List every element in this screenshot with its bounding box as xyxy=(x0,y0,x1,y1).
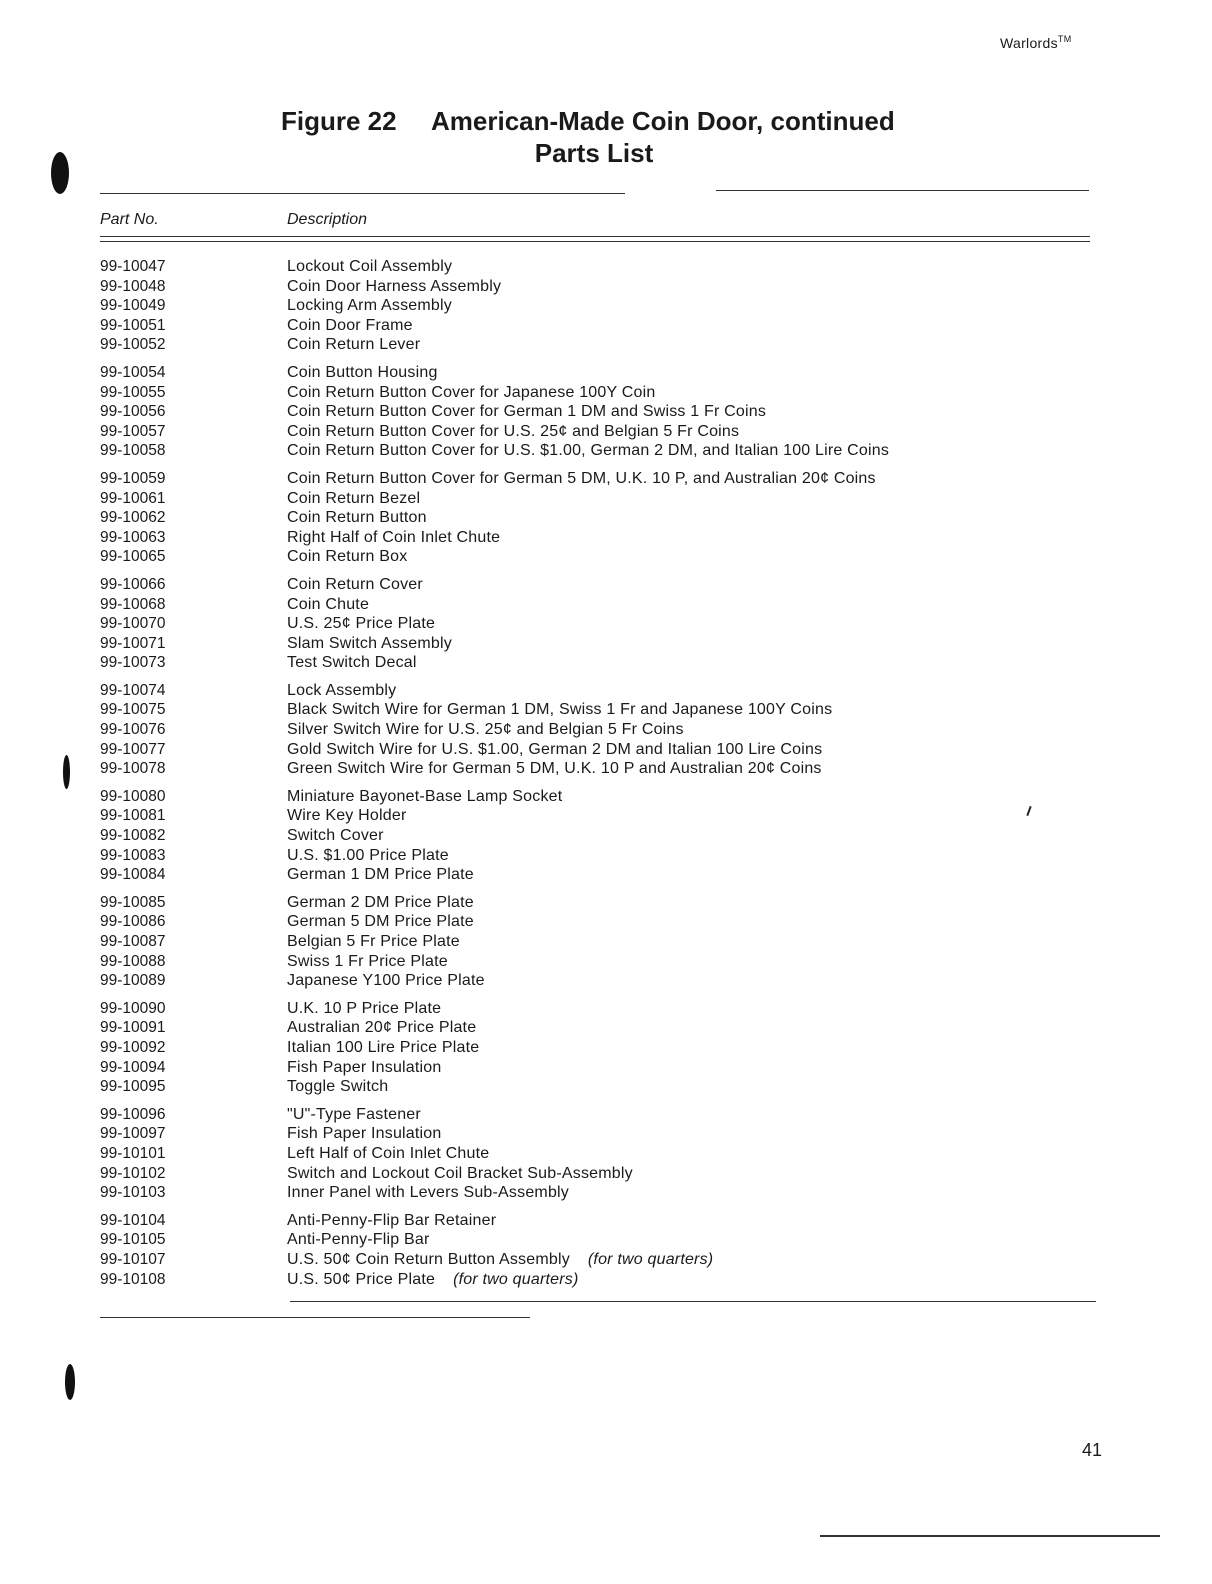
part-description-text: Miniature Bayonet-Base Lamp Socket xyxy=(287,787,563,805)
bottom-rule-right xyxy=(290,1301,1096,1302)
table-row xyxy=(100,759,1100,779)
part-description xyxy=(287,1144,1100,1164)
part-description xyxy=(287,865,1100,885)
part-number: 99-10059 xyxy=(100,469,166,487)
part-description xyxy=(287,547,1100,567)
part-description-text: U.S. 25¢ Price Plate xyxy=(287,615,436,633)
part-description-text: Coin Return Button Cover for U.S. 25¢ and Belgian 5 Fr Coins xyxy=(287,422,740,440)
part-description-text: Coin Door Frame xyxy=(287,316,413,334)
part-description xyxy=(287,441,1100,461)
part-number: 99-10091 xyxy=(100,1019,166,1037)
table-row xyxy=(100,1230,1100,1250)
table-row xyxy=(100,1211,1100,1231)
part-description-text: Inner Panel with Levers Sub-Assembly xyxy=(287,1184,569,1202)
part-number: 99-10062 xyxy=(100,509,166,527)
part-description xyxy=(287,489,1100,509)
part-number: 99-10101 xyxy=(100,1144,166,1162)
part-description-text: Coin Return Box xyxy=(287,548,408,566)
part-description-text: Coin Return Button Cover for U.S. $1.00, German 2 DM, and Italian 100 Lire Coins xyxy=(287,442,890,460)
part-number: 99-10096 xyxy=(100,1105,166,1123)
part-description-text: Left Half of Coin Inlet Chute xyxy=(287,1144,490,1162)
part-number: 99-10077 xyxy=(100,740,166,758)
part-description-text: Lock Assembly xyxy=(287,681,397,699)
table-row xyxy=(100,383,1100,403)
page-number: 41 xyxy=(1082,1440,1103,1460)
part-number: 99-10063 xyxy=(100,528,166,546)
table-row xyxy=(100,1038,1100,1058)
part-description xyxy=(287,1124,1100,1144)
part-description-text: Test Switch Decal xyxy=(287,654,417,672)
parts-group xyxy=(100,787,1100,885)
table-row xyxy=(100,653,1100,673)
part-number: 99-10056 xyxy=(100,403,166,421)
table-row xyxy=(100,296,1100,316)
figure-subtitle: Parts List xyxy=(534,138,654,168)
part-number: 99-10081 xyxy=(100,807,166,825)
part-description xyxy=(287,681,1100,701)
header-rule-double xyxy=(100,241,1090,242)
part-description xyxy=(287,1058,1100,1078)
part-description xyxy=(287,1018,1100,1038)
part-description xyxy=(287,595,1100,615)
part-description xyxy=(287,296,1100,316)
part-number: 99-10066 xyxy=(100,575,166,593)
table-row xyxy=(100,316,1100,336)
bottom-rule-left xyxy=(100,1317,530,1318)
figure-title xyxy=(281,106,895,137)
table-row xyxy=(100,999,1100,1019)
part-number: 99-10052 xyxy=(100,336,166,354)
table-row xyxy=(100,422,1100,442)
table-row xyxy=(100,614,1100,634)
table-row xyxy=(100,681,1100,701)
table-row xyxy=(100,932,1100,952)
part-description-text: Right Half of Coin Inlet Chute xyxy=(287,528,501,546)
table-row xyxy=(100,1124,1100,1144)
parts-list-table xyxy=(100,257,1100,1297)
part-number: 99-10048 xyxy=(100,277,166,295)
table-row xyxy=(100,865,1100,885)
part-description-text: Slam Switch Assembly xyxy=(287,634,452,652)
part-number: 99-10076 xyxy=(100,721,166,739)
table-row xyxy=(100,575,1100,595)
part-number: 99-10054 xyxy=(100,363,166,381)
table-row xyxy=(100,595,1100,615)
part-description-text: Coin Return Lever xyxy=(287,336,421,354)
table-row xyxy=(100,912,1100,932)
part-description xyxy=(287,1230,1100,1250)
table-row xyxy=(100,826,1100,846)
part-description xyxy=(287,1077,1100,1097)
part-description xyxy=(287,740,1100,760)
part-description xyxy=(287,614,1100,634)
part-description-text: U.S. 50¢ Price Plate xyxy=(287,1270,436,1288)
parts-group xyxy=(100,469,1100,567)
part-description-text: Fish Paper Insulation xyxy=(287,1125,442,1143)
part-description xyxy=(287,277,1100,297)
part-description-text: Coin Button Housing xyxy=(287,363,438,381)
part-number: 99-10055 xyxy=(100,383,166,401)
parts-group xyxy=(100,1211,1100,1289)
table-row xyxy=(100,1018,1100,1038)
part-description-text: German 2 DM Price Plate xyxy=(287,893,474,911)
table-row xyxy=(100,1105,1100,1125)
binder-hole-mark xyxy=(51,152,69,194)
part-description xyxy=(287,1211,1100,1231)
part-number: 99-10102 xyxy=(100,1164,166,1182)
column-header-description: Description xyxy=(287,211,368,228)
part-note: (for two quarters) xyxy=(587,1250,714,1268)
part-number: 99-10058 xyxy=(100,442,166,460)
part-description-text: German 1 DM Price Plate xyxy=(287,866,474,884)
part-description-text: German 5 DM Price Plate xyxy=(287,913,474,931)
part-description-text: Silver Switch Wire for U.S. 25¢ and Belgian 5 Fr Coins xyxy=(287,721,684,739)
part-description-text: Locking Arm Assembly xyxy=(287,297,452,315)
part-description xyxy=(287,335,1100,355)
part-number: 99-10085 xyxy=(100,893,166,911)
part-number: 99-10104 xyxy=(100,1211,166,1229)
table-row xyxy=(100,1183,1100,1203)
part-description xyxy=(287,1250,1100,1270)
parts-group xyxy=(100,681,1100,779)
part-description-text: Japanese Y100 Price Plate xyxy=(287,972,485,990)
part-number: 99-10071 xyxy=(100,634,166,652)
part-description xyxy=(287,1270,1100,1290)
part-description-text: Australian 20¢ Price Plate xyxy=(287,1019,477,1037)
footer-rule xyxy=(820,1535,1160,1537)
part-number: 99-10083 xyxy=(100,846,166,864)
part-description xyxy=(287,846,1100,866)
part-number: 99-10074 xyxy=(100,681,166,699)
table-row xyxy=(100,547,1100,567)
part-description-text: Coin Return Button Cover for German 5 DM, U.K. 10 P, and Australian 20¢ Coins xyxy=(287,469,876,487)
part-number: 99-10105 xyxy=(100,1231,166,1249)
part-number: 99-10073 xyxy=(100,654,166,672)
table-row xyxy=(100,508,1100,528)
part-number: 99-10095 xyxy=(100,1078,166,1096)
part-description-text: Anti-Penny-Flip Bar Retainer xyxy=(287,1211,497,1229)
part-description xyxy=(287,826,1100,846)
table-row xyxy=(100,846,1100,866)
part-number: 99-10051 xyxy=(100,316,166,334)
header-brand-name: Warlords xyxy=(1000,35,1058,51)
part-description-text: Coin Return Bezel xyxy=(287,489,421,507)
part-number: 99-10082 xyxy=(100,827,166,845)
part-description-text: Lockout Coil Assembly xyxy=(287,258,453,275)
figure-number: Figure 22 xyxy=(281,106,397,136)
part-number: 99-10089 xyxy=(100,972,166,990)
table-row xyxy=(100,1164,1100,1184)
trademark-mark: TM xyxy=(1057,34,1072,44)
table-row xyxy=(100,402,1100,422)
table-row xyxy=(100,720,1100,740)
table-row xyxy=(100,441,1100,461)
part-description-text: "U"-Type Fastener xyxy=(287,1105,421,1123)
part-number: 99-10086 xyxy=(100,913,166,931)
table-row xyxy=(100,893,1100,913)
part-description xyxy=(287,508,1100,528)
part-number: 99-10057 xyxy=(100,422,166,440)
part-description xyxy=(287,528,1100,548)
parts-group xyxy=(100,999,1100,1097)
part-description-text: Coin Return Button Cover for German 1 DM and Swiss 1 Fr Coins xyxy=(287,403,767,421)
part-description-text: Switch and Lockout Coil Bracket Sub-Assembly xyxy=(287,1164,633,1182)
part-description xyxy=(287,422,1100,442)
part-description xyxy=(287,999,1100,1019)
part-number: 99-10108 xyxy=(100,1270,166,1288)
table-row xyxy=(100,489,1100,509)
part-description-text: Coin Return Button xyxy=(287,509,427,527)
part-description xyxy=(287,893,1100,913)
part-number: 99-10088 xyxy=(100,952,166,970)
header-rule xyxy=(100,236,1090,237)
table-row xyxy=(100,787,1100,807)
part-description xyxy=(287,912,1100,932)
part-description-text: Coin Return Cover xyxy=(287,575,423,593)
part-note: (for two quarters) xyxy=(453,1270,579,1288)
part-description-text: Anti-Penny-Flip Bar xyxy=(287,1231,430,1249)
part-number: 99-10061 xyxy=(100,489,166,507)
part-description-text: Green Switch Wire for German 5 DM, U.K. 10 P and Australian 20¢ Coins xyxy=(287,760,822,778)
part-number: 99-10097 xyxy=(100,1125,166,1143)
part-description xyxy=(287,402,1100,422)
part-description-text: Toggle Switch xyxy=(287,1078,389,1096)
parts-group xyxy=(100,363,1100,461)
part-description-text: Coin Chute xyxy=(287,595,370,613)
part-description xyxy=(287,363,1100,383)
part-description-text: Coin Return Button Cover for Japanese 100Y Coin xyxy=(287,383,656,401)
table-row xyxy=(100,700,1100,720)
parts-group xyxy=(100,893,1100,991)
part-description xyxy=(287,759,1100,779)
part-description xyxy=(287,383,1100,403)
part-number: 99-10049 xyxy=(100,297,166,315)
part-description-text: Wire Key Holder xyxy=(287,807,407,825)
part-description xyxy=(287,1038,1100,1058)
table-row xyxy=(100,1058,1100,1078)
part-description-text: Italian 100 Lire Price Plate xyxy=(287,1038,480,1056)
part-description xyxy=(287,1183,1100,1203)
part-description xyxy=(287,952,1100,972)
part-number: 99-10065 xyxy=(100,548,166,566)
part-description-text: Belgian 5 Fr Price Plate xyxy=(287,933,460,950)
part-description-text: Black Switch Wire for German 1 DM, Swiss 1 Fr and Japanese 100Y Coins xyxy=(287,701,833,719)
part-description xyxy=(287,971,1100,991)
part-description-text: Coin Door Harness Assembly xyxy=(287,277,502,295)
part-description-text: U.S. 50¢ Coin Return Button Assembly xyxy=(287,1250,570,1268)
part-number: 99-10078 xyxy=(100,760,166,778)
part-number: 99-10094 xyxy=(100,1058,166,1076)
part-description xyxy=(287,257,1100,277)
running-header xyxy=(1000,34,1072,51)
table-row xyxy=(100,363,1100,383)
parts-group xyxy=(100,575,1100,673)
part-description xyxy=(287,787,1100,807)
top-rule-right xyxy=(716,190,1089,191)
table-row xyxy=(100,971,1100,991)
part-number: 99-10047 xyxy=(100,258,166,275)
figure-heading: American-Made Coin Door, continued xyxy=(431,106,895,136)
table-row xyxy=(100,528,1100,548)
table-row xyxy=(100,1270,1100,1290)
table-row xyxy=(100,806,1100,826)
top-rule-left xyxy=(100,193,625,194)
part-number: 99-10070 xyxy=(100,615,166,633)
part-number: 99-10107 xyxy=(100,1250,166,1268)
column-header-part-no: Part No. xyxy=(100,211,159,228)
binder-hole-mark xyxy=(63,755,70,789)
table-row xyxy=(100,1077,1100,1097)
parts-group xyxy=(100,257,1100,355)
part-description xyxy=(287,653,1100,673)
part-description xyxy=(287,1164,1100,1184)
part-description-text: Fish Paper Insulation xyxy=(287,1058,442,1076)
part-number: 99-10084 xyxy=(100,866,166,884)
table-row xyxy=(100,469,1100,489)
table-row xyxy=(100,952,1100,972)
part-description-text: Swiss 1 Fr Price Plate xyxy=(287,952,448,970)
part-description xyxy=(287,932,1100,952)
table-row xyxy=(100,634,1100,654)
table-row xyxy=(100,1250,1100,1270)
part-description xyxy=(287,469,1100,489)
part-number: 99-10080 xyxy=(100,787,166,805)
part-number: 99-10090 xyxy=(100,999,166,1017)
part-description xyxy=(287,720,1100,740)
table-row xyxy=(100,335,1100,355)
table-row xyxy=(100,1144,1100,1164)
part-description-text: Switch Cover xyxy=(287,827,384,845)
part-description-text: Gold Switch Wire for U.S. $1.00, German 2 DM and Italian 100 Lire Coins xyxy=(287,740,823,758)
table-row xyxy=(100,257,1100,277)
parts-group xyxy=(100,1105,1100,1203)
part-description xyxy=(287,316,1100,336)
part-description-text: U.S. $1.00 Price Plate xyxy=(287,846,449,864)
part-description-text: U.K. 10 P Price Plate xyxy=(287,999,442,1017)
binder-hole-mark xyxy=(65,1364,75,1400)
part-number: 99-10092 xyxy=(100,1038,166,1056)
part-number: 99-10075 xyxy=(100,701,166,719)
part-description xyxy=(287,575,1100,595)
part-description xyxy=(287,634,1100,654)
table-row xyxy=(100,277,1100,297)
part-number: 99-10103 xyxy=(100,1184,166,1202)
part-description xyxy=(287,806,1100,826)
part-number: 99-10087 xyxy=(100,933,166,950)
table-row xyxy=(100,740,1100,760)
part-description xyxy=(287,700,1100,720)
part-description xyxy=(287,1105,1100,1125)
part-number: 99-10068 xyxy=(100,595,166,613)
